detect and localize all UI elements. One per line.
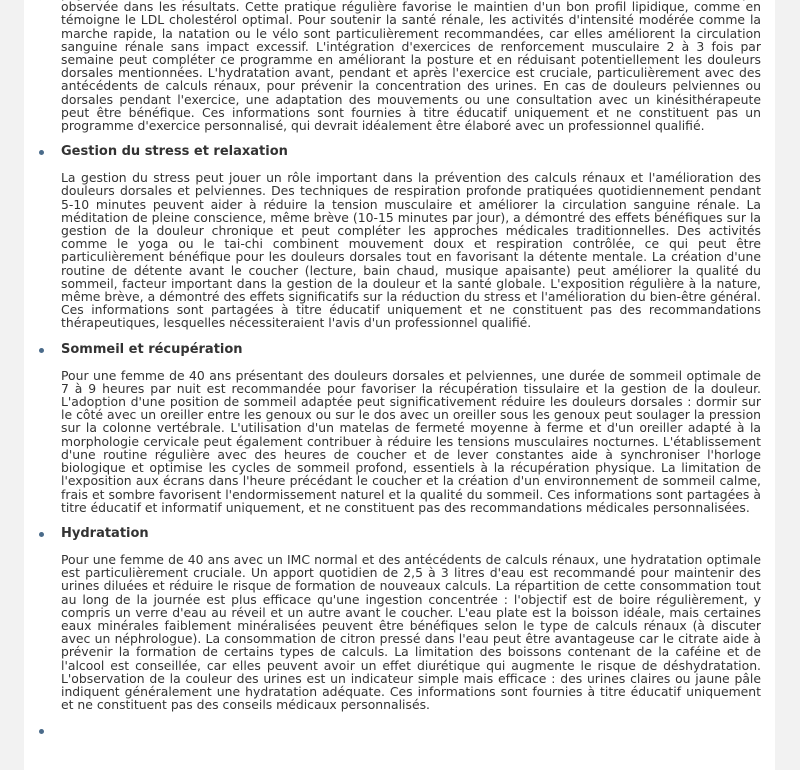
bullet-icon bbox=[39, 150, 44, 155]
bullet-icon bbox=[39, 729, 44, 734]
bullet-icon bbox=[39, 348, 44, 353]
section-title: Sommeil et récupération bbox=[61, 341, 243, 357]
section-title: Hydratation bbox=[61, 525, 149, 541]
document-page bbox=[24, 0, 775, 770]
section-sleep bbox=[61, 342, 761, 514]
bullet-icon bbox=[39, 532, 44, 537]
section-stress bbox=[61, 144, 761, 329]
section-body: Pour une femme de 40 ans présentant des douleurs dorsales et pelviennes, une durée de sommeil optimale de 7 à 9 heures par nuit est recommandée pour favoriser la récupération tissulaire et la gestion de la douleur. L'adoption d'une position de sommeil adaptée peut significativement réduire les douleurs dorsales : dormir sur le côté avec un oreiller entre les genoux ou sur le dos avec un oreiller sous les genoux peut soulager la pression sur la colonne vertébrale. L'utilisation d'un matelas de fermeté moyenne à ferme et d'un oreiller adapté à la morphologie cervicale peut également contribuer à réduire les tensions musculaires nocturnes. L'établissement d'une routine régulière avec des heures de coucher et de lever constantes aide à synchroniser l'horloge biologique et optimise les cycles de sommeil profond, essentiels à la récupération physique. La limitation de l'exposition aux écrans dans l'heure précédant le coucher et la création d'un environnement de sommeil calme, frais et sombre favorisent l'endormissement naturel et la qualité du sommeil. Ces informations sont partagées à titre éducatif et informatif uniquement, et ne constituent pas des recommandations médicales personnalisées. bbox=[61, 367, 761, 515]
section-hydration bbox=[61, 526, 761, 711]
document-content bbox=[61, 0, 761, 723]
section-body: Pour une femme de 40 ans avec un IMC normal et des antécédents de calculs rénaux, une hydratation optimale est particulièrement cruciale. Un apport quotidien de 2,5 à 3 litres d'eau est recommandé pour maintenir des urines diluées et réduire le risque de formation de nouveaux calculs. La répartition de cette consommation tout au long de la journée est plus efficace qu'une ingestion concentrée : l'objectif est de boire régulièrement, y compris un verre d'eau au réveil et un autre avant le coucher. L'eau plate est la boisson idéale, mais certaines eaux minérales faiblement minéralisées peuvent être bénéfiques selon le type de calculs rénaux (à discuter avec un néphrologue). La consommation de citron pressé dans l'eau peut être avantageuse car le citrate aide à prévenir la formation de certains types de calculs. La limitation des boissons contenant de la caféine et de l'alcool est conseillée, car elles peuvent avoir un effet diurétique qui augmente le risque de déshydratation. L'observation de la couleur des urines est un indicateur simple mais efficace : des urines claires ou jaune pâle indiquent généralement une hydratation adéquate. Ces informations sont fournies à titre éducatif uniquement et ne constituent pas des conseils médicaux personnalisés. bbox=[61, 551, 761, 713]
section-title: Gestion du stress et relaxation bbox=[61, 144, 288, 160]
intro-paragraph: observée dans les résultats. Cette pratique régulière favorise le maintien d'un bon profil lipidique, comme en témoigne le LDL cholestérol optimal. Pour soutenir la santé rénale, les activités d'intensité modérée comme la marche rapide, la natation ou le vélo sont particulièrement recommandées, car elles améliorent la circulation sanguine rénale sans impact excessif. L'intégration d'exercices de renforcement musculaire 2 à 3 fois par semaine peut compléter ce programme en améliorant la posture et en réduisant potentiellement les douleurs dorsales mentionnées. L'hydratation avant, pendant et après l'exercice est cruciale, particulièrement avec des antécédents de calculs rénaux, pour prévenir la concentration des urines. En cas de douleurs pelviennes ou dorsales pendant l'exercice, une adaptation des mouvements ou une consultation avec un kinésithérapeute peut être bénéfique. Ces informations sont fournies à titre éducatif uniquement et ne constituent pas un programme d'exercice personnalisé, qui devrait idéalement être élaboré avec un professionnel qualifié. bbox=[61, 0, 761, 134]
section-body: La gestion du stress peut jouer un rôle important dans la prévention des calculs rénaux et l'amélioration des douleurs dorsales et pelviennes. Des techniques de respiration profonde pratiquées quotidiennement pendant 5-10 minutes peuvent aider à réduire la tension musculaire et améliorer la circulation sanguine rénale. La méditation de pleine conscience, même brève (10-15 minutes par jour), a démontré des effets bénéfiques sur la gestion de la douleur chronique et peut compléter les approches médicales traditionnelles. Des activités comme le yoga ou le tai-chi combinent mouvement doux et respiration contrôlée, ce qui peut être particulièrement bénéfique pour les douleurs dorsales tout en favorisant la détente mentale. La création d'une routine de détente avant le coucher (lecture, bain chaud, musique apaisante) peut améliorer la qualité du sommeil, facteur important dans la gestion de la douleur et la santé globale. L'exposition régulière à la nature, même brève, a démontré des effets significatifs sur la réduction du stress et l'amélioration du bien-être général. Ces informations sont partagées à titre éducatif uniquement et ne constituent pas des recommandations thérapeutiques, lesquelles nécessiteraient l'avis d'un professionnel qualifié. bbox=[61, 170, 761, 331]
